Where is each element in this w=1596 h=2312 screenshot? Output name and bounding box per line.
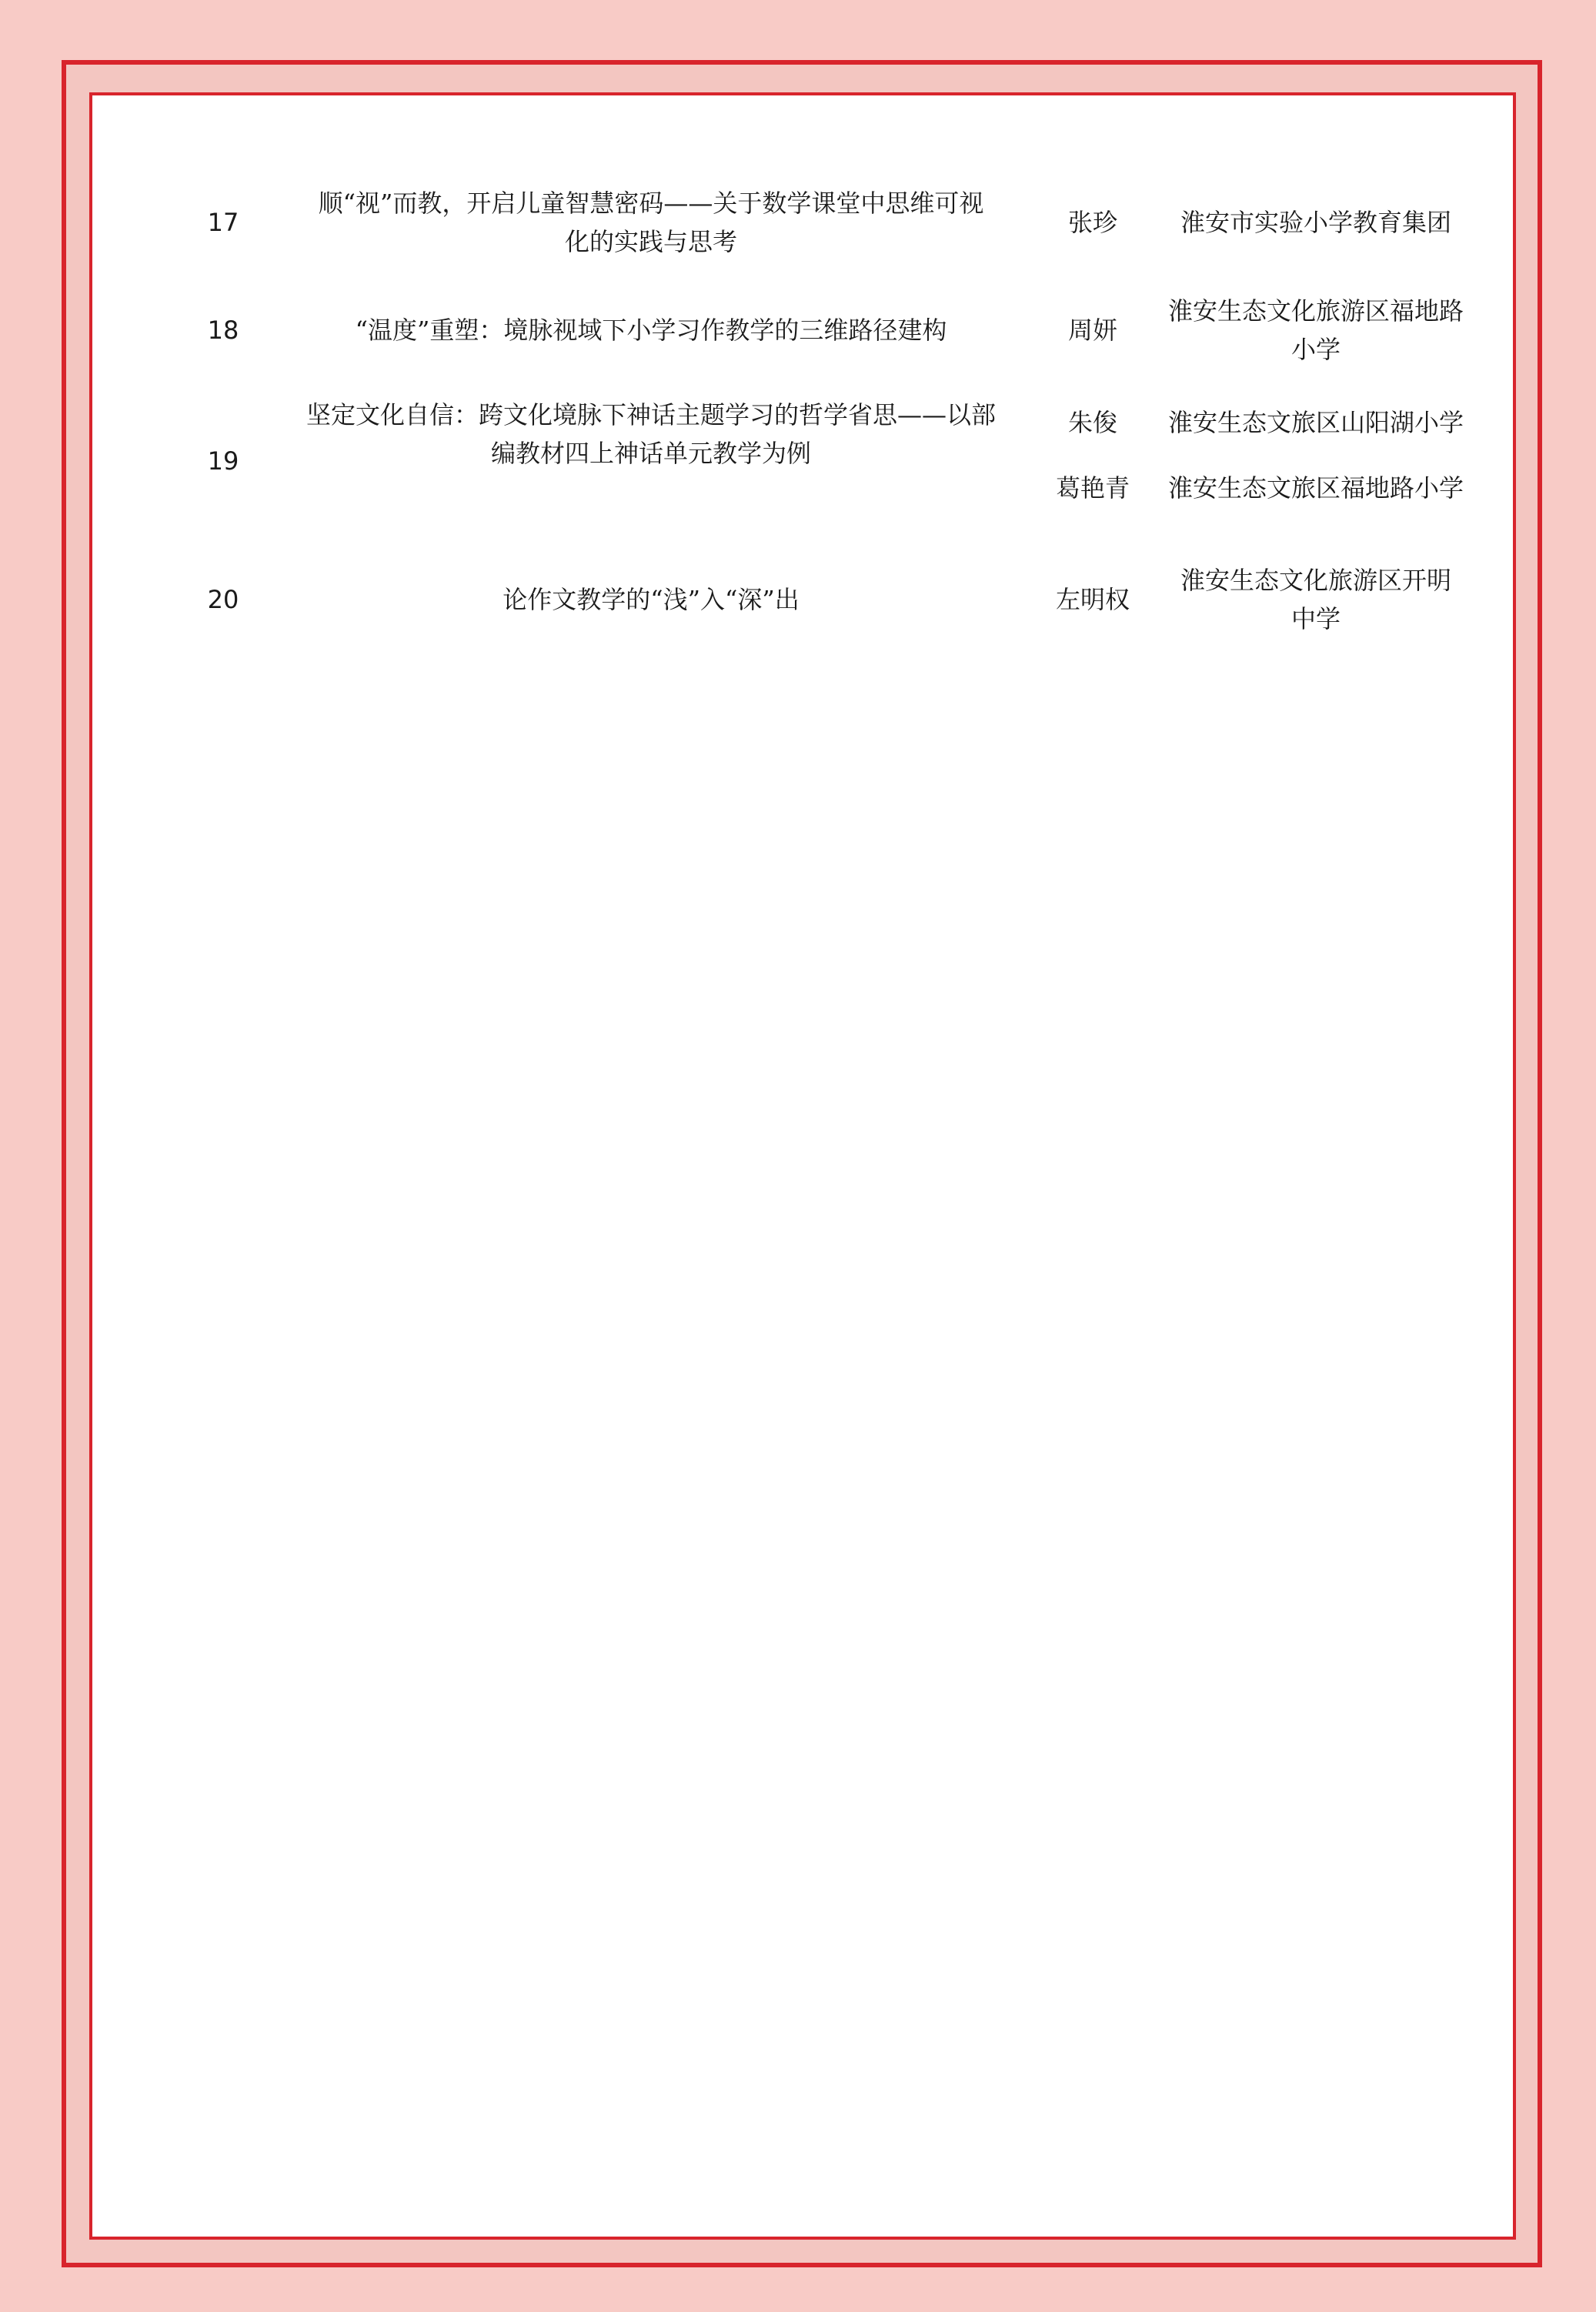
paper-title bbox=[259, 546, 1043, 653]
author-name: 周妍 bbox=[1067, 316, 1117, 345]
org-line: 小学 bbox=[1290, 335, 1341, 364]
title-line: 论作文教学的“浅”入“深”出 bbox=[503, 585, 800, 614]
title-line: 顺“视”而教，开启儿童智慧密码——关于数学课堂中思维可视 bbox=[318, 189, 984, 218]
author-organization bbox=[1139, 546, 1493, 653]
author-name: 葛艳青 bbox=[1055, 473, 1130, 503]
row-number: 18 bbox=[207, 316, 239, 345]
title-line: 编教材四上神话单元教学为例 bbox=[490, 439, 811, 468]
org-line: 淮安生态文旅区福地路小学 bbox=[1167, 473, 1464, 503]
row-number: 20 bbox=[207, 585, 239, 614]
title-line: 化的实践与思考 bbox=[564, 227, 737, 256]
paper-title bbox=[259, 276, 1043, 384]
inner-border-frame bbox=[89, 92, 1516, 2240]
table-row bbox=[92, 276, 1513, 384]
author-organization bbox=[1139, 172, 1493, 272]
author-organization bbox=[1139, 392, 1493, 453]
org-line: 中学 bbox=[1290, 604, 1341, 633]
table-row bbox=[92, 546, 1513, 653]
author-organization bbox=[1139, 276, 1493, 384]
org-line: 淮安生态文化旅游区开明 bbox=[1180, 566, 1451, 595]
author-name: 左明权 bbox=[1055, 585, 1130, 614]
paper-title bbox=[259, 384, 1043, 484]
table-row bbox=[92, 172, 1513, 272]
org-line: 淮安市实验小学教育集团 bbox=[1180, 208, 1451, 237]
author-name: 张珍 bbox=[1067, 208, 1117, 237]
title-line: “温度”重塑：境脉视域下小学习作教学的三维路径建构 bbox=[355, 316, 947, 345]
org-line: 淮安生态文旅区山阳湖小学 bbox=[1167, 408, 1464, 437]
paper-title bbox=[259, 172, 1043, 272]
table-row bbox=[92, 384, 1513, 538]
author-organization bbox=[1139, 457, 1493, 519]
row-number: 17 bbox=[207, 208, 239, 237]
org-line: 淮安生态文化旅游区福地路 bbox=[1167, 296, 1464, 326]
author-name: 朱俊 bbox=[1067, 408, 1117, 437]
row-number: 19 bbox=[207, 446, 239, 476]
title-line: 坚定文化自信：跨文化境脉下神话主题学习的哲学省思——以部 bbox=[306, 400, 996, 429]
